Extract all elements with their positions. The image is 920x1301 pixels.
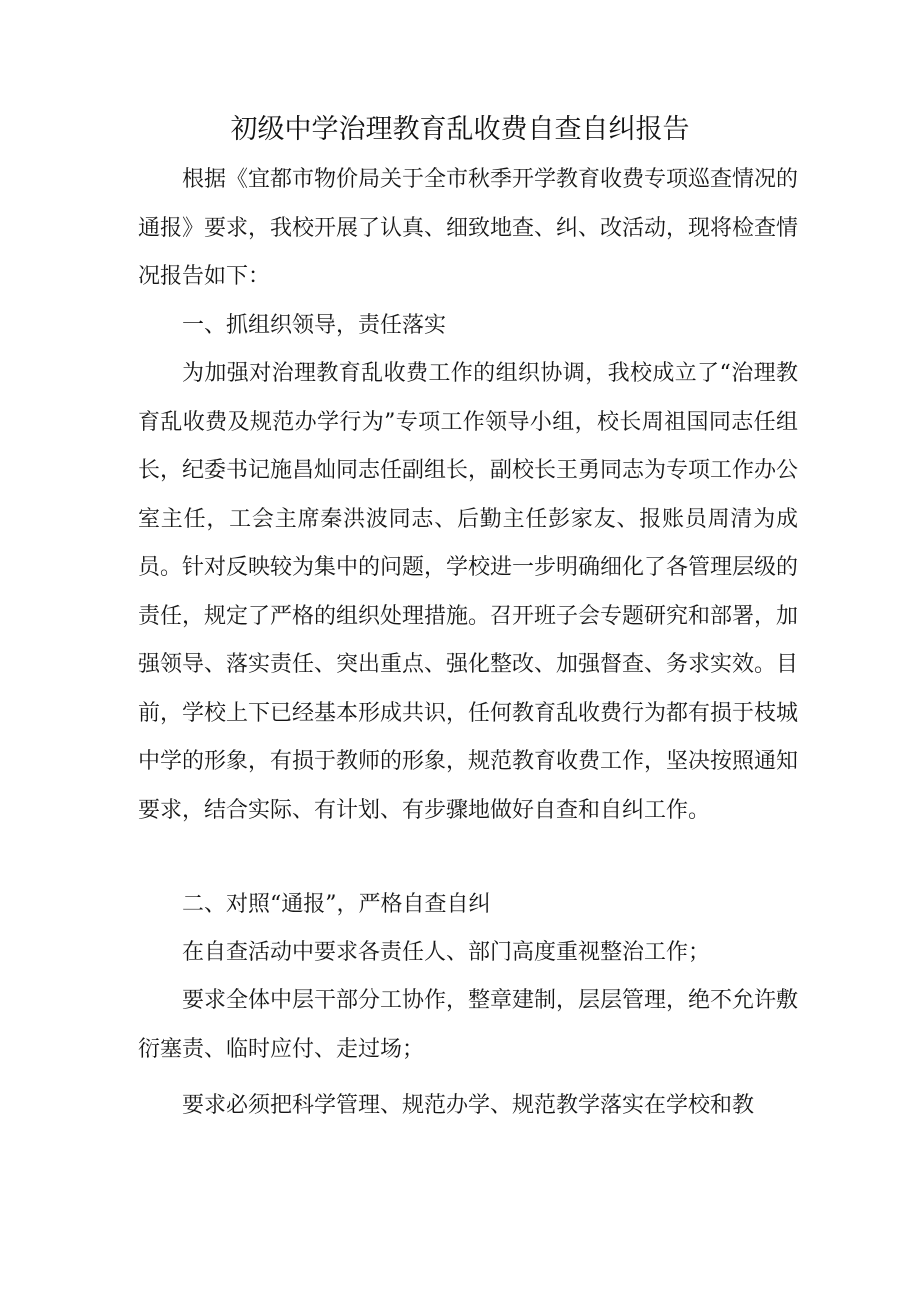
section-2-item-2: 要求全体中层干部分工协作，整章建制，层层管理，绝不允许敷衍塞责、临时应付、走过场； (138, 988, 799, 1062)
section-2-heading: 二、对照“通报”，严格自查自纠 (182, 892, 491, 917)
section-1-heading: 一、抓组织领导，责任落实 (182, 313, 447, 338)
section-2-item-1: 在自查活动中要求各责任人、部门高度重视整治工作； (182, 940, 711, 965)
section-1-body: 为加强对治理教育乱收费工作的组织协调，我校成立了“治理教育乱收费及规范办学行为”专项工作领导小组，校长周祖国同志任组长，纪委书记施昌灿同志任副组长，副校长王勇同志为专项工作办公室主任，工会主席秦洪波同志、后勤主任彭家友、报账员周清为成员。针对反映较为集中的问题，学校进一步明确细化了各管理层级的责任，规定了严格的组织处理措施。召开班子会专题研究和部署，加强领导、落实责任、突出重点、强化整改、加强督查、务求实效。目前，学校上下已经基本形成共识，任何教育乱收费行为都有损于枝城中学的形象，有损于教师的形象，规范教育收费工作，坚决按照通知要求，结合实际、有计划、有步骤地做好自查和自纠工作。 (138, 361, 799, 823)
document-title: 初级中学治理教育乱收费自查自纠报告 (230, 114, 690, 145)
section-2-item-3: 要求必须把科学管理、规范办学、规范教学落实在学校和教 (182, 1093, 755, 1118)
intro-paragraph: 根据《宜都市物价局关于全市秋季开学教育收费专项巡查情况的通报》要求，我校开展了认真、细致地查、纠、改活动，现将检查情况报告如下： (138, 167, 799, 289)
